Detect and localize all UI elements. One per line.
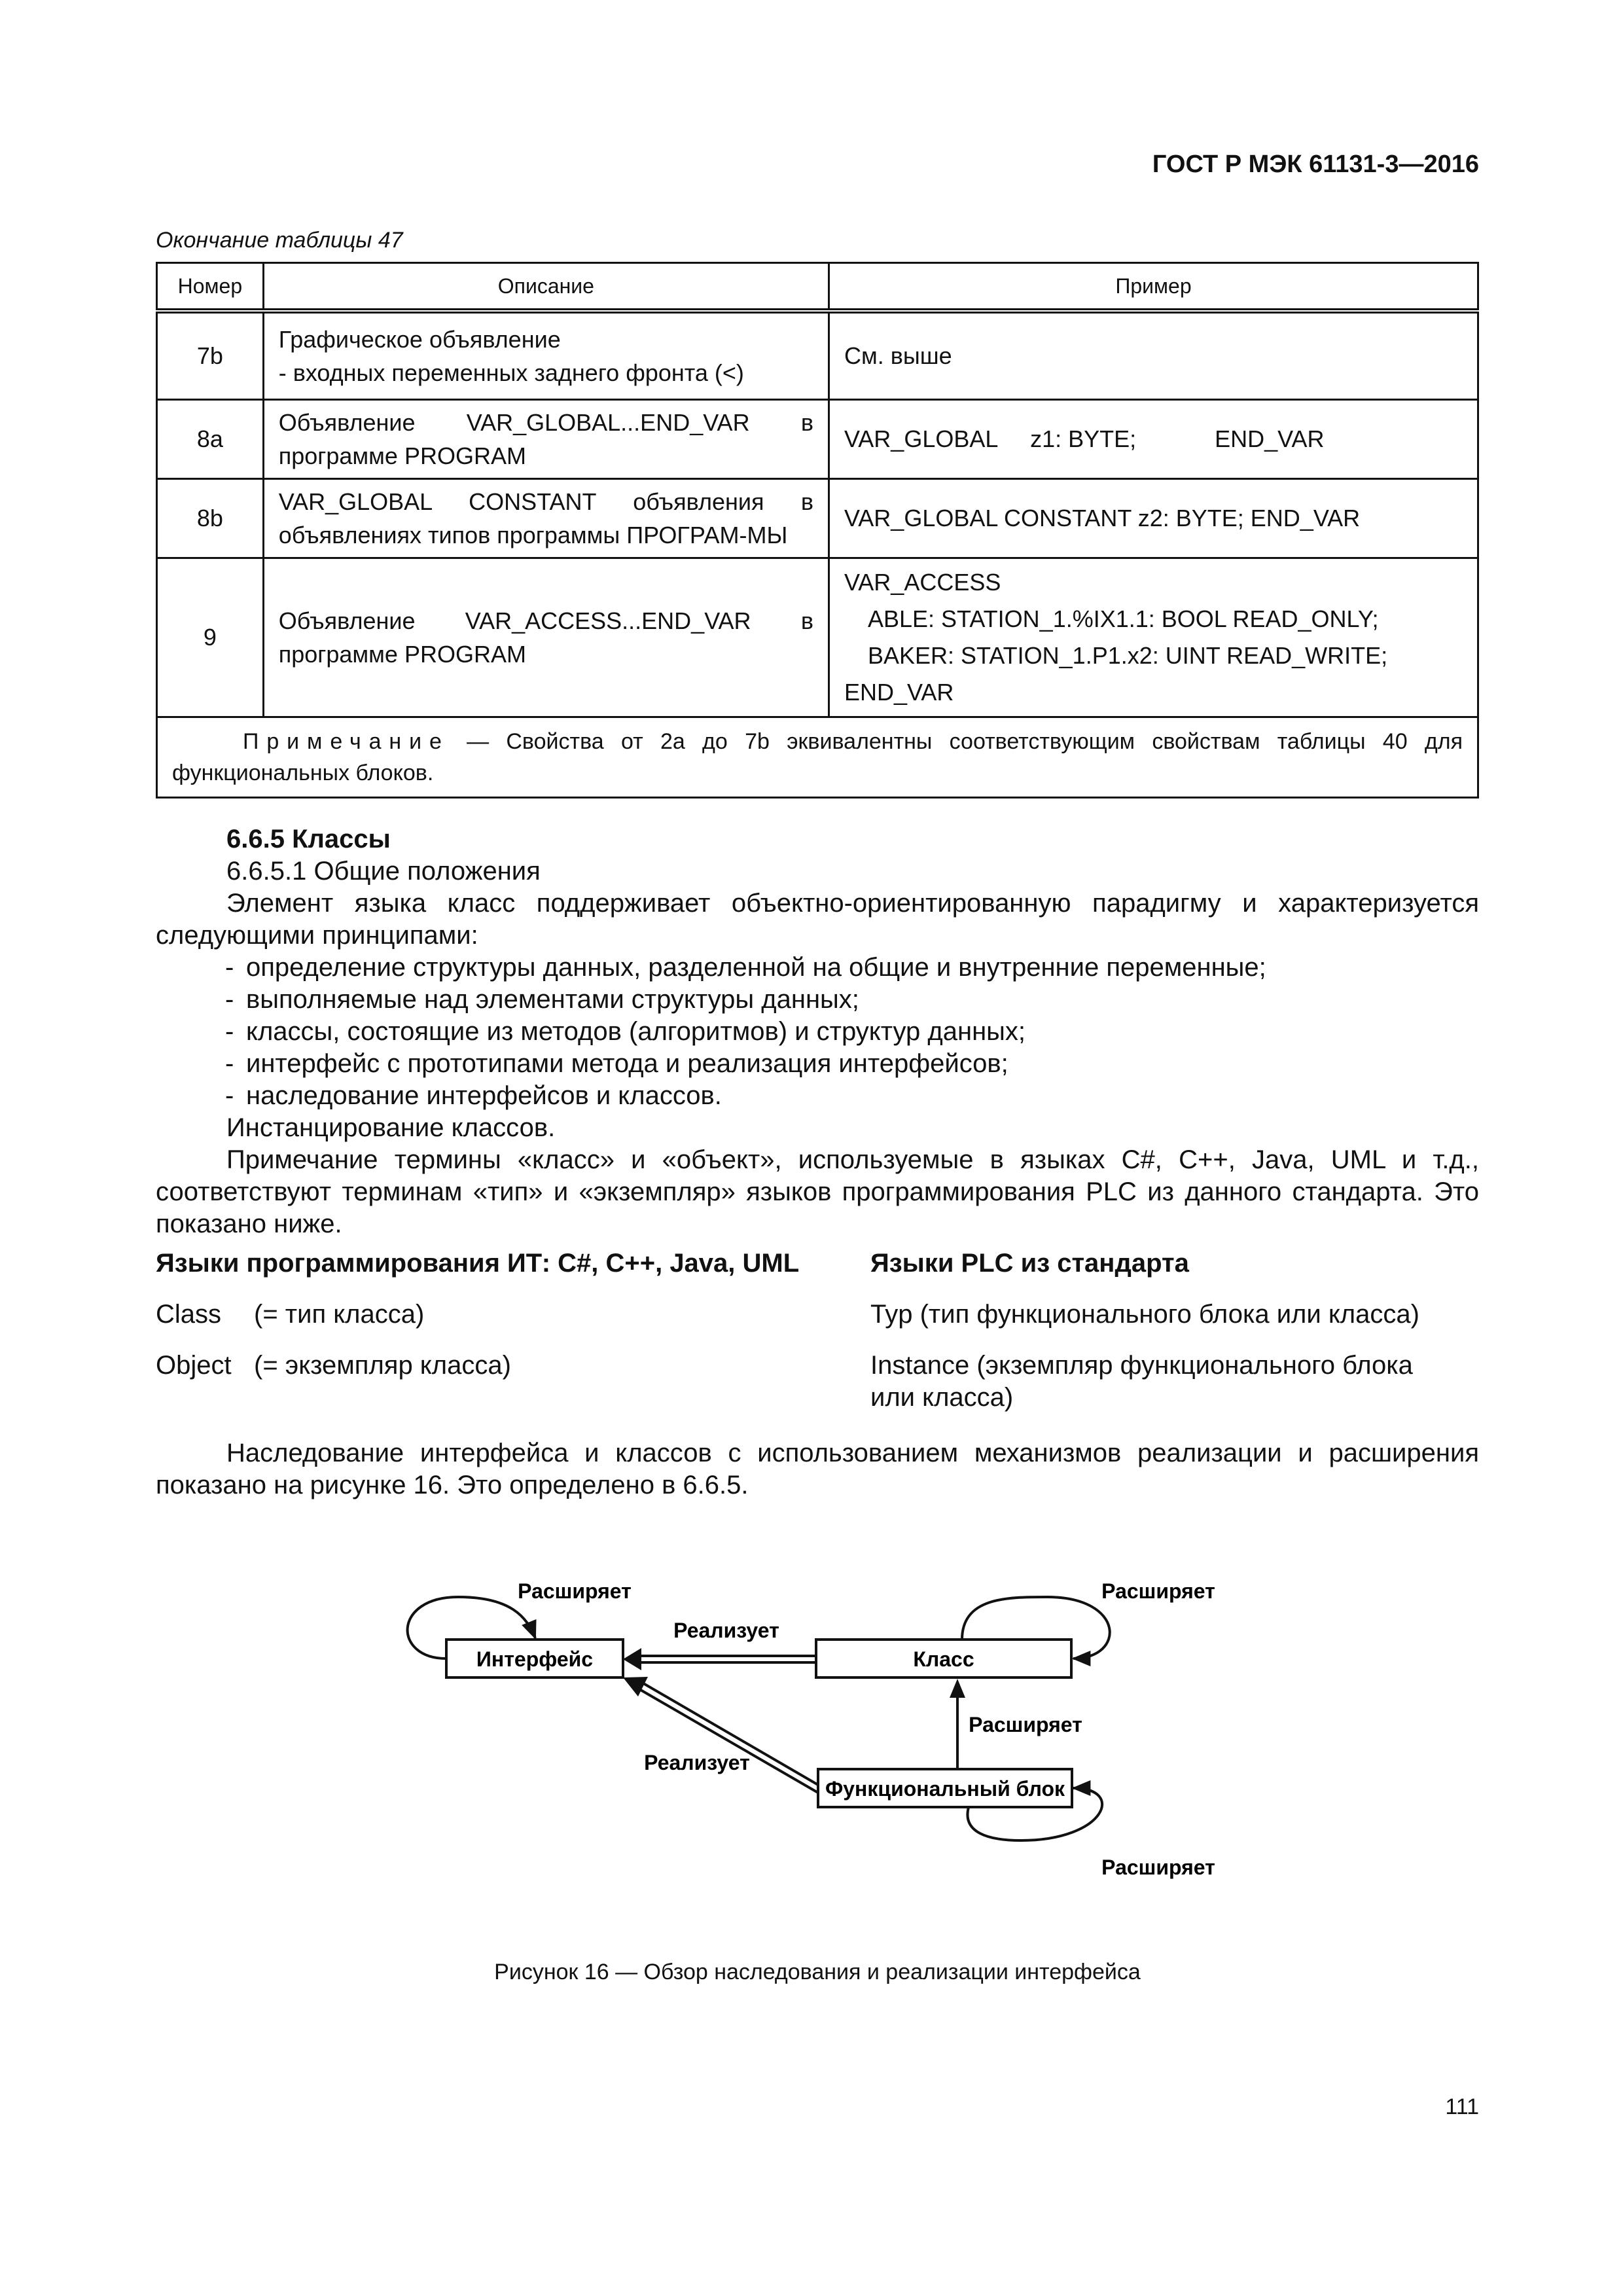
fb-extends-class-arrowhead: [950, 1679, 965, 1698]
fb-extends-label: Расширяет: [1101, 1856, 1215, 1879]
row-description: Объявление VAR_ACCESS...END_VAR в программе PROGRAM: [263, 558, 829, 717]
list-item: - интерфейс с прототипами метода и реализация интерфейсов;: [225, 1049, 1008, 1078]
interface-extends-label: Расширяет: [518, 1579, 632, 1603]
row-example: См. выше: [829, 311, 1478, 399]
remark-paragraph: Примечание термины «класс» и «объект», используемые в языках C#, C++, Java, UML и т.д., соответствуют терминам «тип» и «экземпляр» языков программирования PLC из данного стандарта. Это показано ниже.: [156, 1145, 1479, 1238]
section-heading: 6.6.5 Классы: [226, 825, 391, 853]
class-implements-label: Реализует: [673, 1619, 779, 1642]
row-number: 8b: [157, 478, 264, 558]
class-extends-label: Расширяет: [1101, 1579, 1215, 1603]
plc-term: Typ (тип функционального блока или класса): [870, 1300, 1419, 1329]
fb-implements-arrowhead: [623, 1677, 648, 1696]
it-languages-title: Языки программирования ИТ: C#, C++, Java, UML: [156, 1249, 800, 1278]
column-header-number: Номер: [157, 263, 264, 312]
column-header-example: Пример: [829, 263, 1478, 312]
intro-paragraph: Элемент языка класс поддерживает объектно-ориентированную парадигму и характеризуется следующими принципами:: [156, 889, 1479, 950]
row-description: Объявление VAR_GLOBAL...END_VAR в программе PROGRAM: [263, 399, 829, 478]
document-header: ГОСТ Р МЭК 61131-3—2016: [1152, 151, 1479, 178]
figure-caption: Рисунок 16 — Обзор наследования и реализации интерфейса: [494, 1960, 1141, 1984]
list-item: - классы, состоящие из методов (алгоритмов) и структур данных;: [225, 1017, 1026, 1046]
interface-label: Интерфейс: [476, 1647, 594, 1671]
it-term: Object: [156, 1351, 232, 1380]
row-example: VAR_GLOBAL z1: BYTE; END_VAR: [829, 399, 1478, 478]
list-item: - определение структуры данных, разделенной на общие и внутренние переменные;: [225, 953, 1266, 982]
class-label: Класс: [913, 1647, 974, 1671]
list-item: - наследование интерфейсов и классов.: [225, 1081, 722, 1110]
row-number: 9: [157, 558, 264, 717]
column-header-description: Описание: [263, 263, 829, 312]
note-label: Примечание: [243, 728, 450, 754]
class-implements-arrowhead: [623, 1648, 641, 1670]
note-text: — Свойства от 2а до 7b эквивалентны соответствующим свойствам таблицы 40 для функциональных блоков.: [172, 728, 1463, 786]
plc-languages-title: Языки PLC из стандарта: [870, 1249, 1189, 1278]
description-line: Графическое объявление: [278, 325, 561, 353]
closing-paragraph: Наследование интерфейса и классов с использованием механизмов реализации и расширения показано на рисунке 16. Это определено в 6.6.5.: [156, 1439, 1479, 1499]
it-term: Class: [156, 1300, 222, 1329]
code-line: BAKER: STATION_1.P1.x2: UINT READ_WRITE;: [867, 641, 1388, 669]
fb-extends-class-label: Расширяет: [969, 1713, 1082, 1736]
plc-term: Instance (экземпляр функционального блока или класса): [870, 1351, 1413, 1412]
code-line: VAR_ACCESS: [844, 569, 1001, 596]
row-example: VAR_GLOBAL CONSTANT z2: BYTE; END_VAR: [829, 478, 1478, 558]
fb-implements-line: [636, 1687, 818, 1793]
it-term-desc: (= тип класса): [254, 1300, 425, 1329]
instancing-line: Инстанцирование классов.: [226, 1113, 556, 1142]
row-number: 8a: [157, 399, 264, 478]
it-term-desc: (= экземпляр класса): [254, 1351, 511, 1380]
row-description: VAR_GLOBAL CONSTANT объявления в объявлениях типов программы ПРОГРАМ-МЫ: [263, 478, 829, 558]
function-block-label: Функциональный блок: [825, 1777, 1065, 1801]
row-number: 7b: [157, 311, 264, 399]
subsection-heading: 6.6.5.1 Общие положения: [226, 857, 541, 886]
fb-implements-label: Реализует: [644, 1751, 750, 1774]
page-number: 111: [1445, 2094, 1479, 2119]
code-line: ABLE: STATION_1.%IX1.1: BOOL READ_ONLY;: [867, 605, 1379, 633]
description-line: - входных переменных заднего фронта (<): [278, 359, 744, 386]
list-item: - выполняемые над элементами структуры данных;: [225, 985, 859, 1014]
code-line: END_VAR: [844, 678, 954, 706]
table-caption: Окончание таблицы 47: [156, 228, 403, 253]
